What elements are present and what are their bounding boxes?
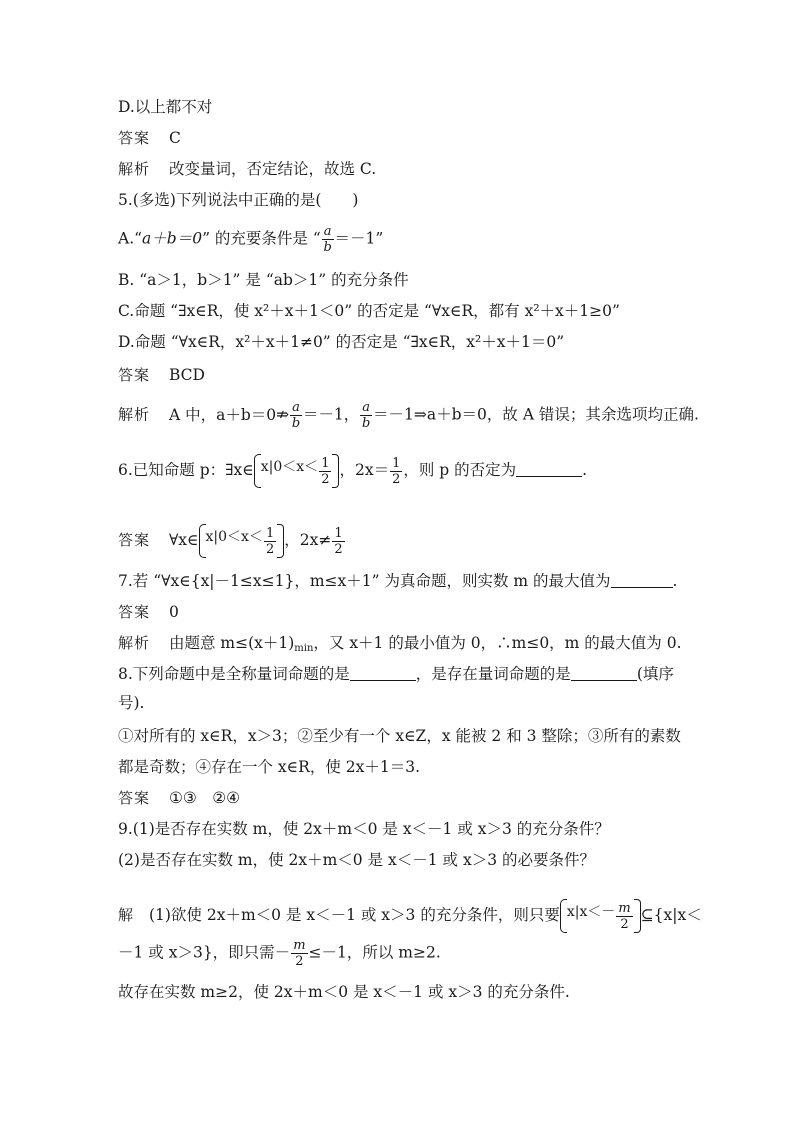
q8-part2: ，是存在量词命题的是	[415, 665, 571, 683]
answer-label: 答案	[118, 789, 151, 807]
q6-den: 2	[392, 471, 401, 487]
solution-label: 解	[118, 906, 135, 924]
q8-items-2: 都是奇数；④存在一个 x∈R，使 2x＋1＝3.	[118, 758, 420, 776]
q7-text: 7.若 “∀x∈{x|－1≤x≤1}，m≤x＋1” 为真命题，则实数 m 的最大值为	[118, 572, 611, 590]
question-5-option-d	[118, 331, 681, 353]
answer-6	[118, 524, 681, 558]
question-7	[118, 570, 681, 592]
a6-set-frac	[264, 526, 276, 557]
a6-mid: ，2x≠	[284, 531, 332, 549]
s2-tail: ≤－1，所以 m≥2.	[308, 943, 441, 962]
e7-sub: min	[294, 643, 314, 654]
s1-set-body	[567, 901, 634, 932]
q5a-fraction	[322, 224, 334, 255]
q6-set-body	[261, 456, 333, 487]
s1-num: m	[618, 900, 631, 916]
s1-den: 2	[620, 916, 629, 932]
q6-answer-blank[interactable]	[516, 462, 582, 477]
q5a-num: a	[323, 224, 332, 239]
a6-set	[199, 524, 285, 558]
question-6	[118, 454, 681, 488]
answer-label: 答案	[118, 129, 151, 147]
s1-set-text: x|x＜－	[566, 903, 616, 920]
s1-pre: (1)欲使 2x＋m＜0 是 x＜－1 或 x＞3 的充分条件，则只要	[148, 906, 560, 924]
answer-8	[118, 787, 681, 809]
explanation-text: 改变量词，否定结论，故选 C.	[168, 160, 377, 178]
q7-answer-blank[interactable]	[611, 573, 673, 588]
s1-set-frac	[616, 901, 632, 932]
e5-fraction-2	[360, 400, 372, 431]
answer-value: BCD	[168, 366, 205, 384]
a6-set-body	[206, 526, 278, 557]
left-brace-icon	[254, 454, 261, 488]
q5a-den: b	[323, 240, 332, 255]
a6-set-num: 1	[265, 525, 275, 541]
e5-num-1: a	[292, 400, 300, 415]
question-8-cont	[118, 692, 681, 714]
q5a-pre: A.“	[118, 229, 143, 248]
question-5-option-b	[118, 269, 681, 291]
e7-text: 由题意 m≤(x＋1)	[168, 634, 295, 652]
e5-den-2: b	[361, 416, 371, 431]
s2-den: 2	[295, 954, 304, 969]
s2-pre: －1 或 x＞3}，即只需－	[118, 943, 291, 962]
question-5-text: 5.(多选)下列说法中正确的是( )	[118, 191, 359, 209]
left-brace-icon	[199, 524, 206, 558]
q6-pre: 6.已知命题 p：∃x∈	[118, 461, 254, 479]
q9-part2: (2)是否存在实数 m，使 2x＋m＜0 是 x＜－1 或 x＞3 的必要条件？	[118, 851, 596, 869]
answer-value: C	[168, 129, 181, 147]
explanation-7	[118, 632, 681, 660]
q6-frac	[390, 456, 402, 487]
a6-frac	[332, 526, 344, 557]
right-brace-icon	[634, 899, 641, 933]
q8-blank-1[interactable]	[350, 666, 416, 681]
question-5-option-a	[118, 224, 681, 255]
answer-7	[118, 601, 681, 623]
question-8-items	[118, 725, 681, 747]
q5a-tail: ＝－1”	[334, 229, 384, 248]
question-8	[118, 663, 681, 685]
q5a-expr: a＋b＝0	[142, 229, 203, 248]
s2-num: m	[293, 938, 306, 953]
q8-part1: 8.下列命题中是全称量词命题的是	[118, 665, 350, 683]
a6-pre: ∀x∈	[168, 531, 199, 549]
solution-9-line3	[118, 981, 681, 1003]
q6-tail: ，则 p 的否定为	[403, 461, 517, 479]
explanation-label: 解析	[118, 160, 151, 178]
explanation-label: 解析	[118, 634, 151, 652]
q5c-text: C.命题 “∃x∈R，使 x²＋x＋1＜0” 的否定是 “∀x∈R，都有 x²＋x＋1≥0”	[118, 302, 620, 320]
explanation-5	[118, 400, 699, 431]
s1-tail: ⊆{x|x＜	[640, 906, 702, 924]
e5-tail: ＝－1⇒a＋b＝0，故 A 错误；其余选项均正确.	[373, 405, 699, 424]
q6-set	[254, 454, 340, 488]
q8-part3: (填序	[636, 665, 674, 683]
q6-set-den: 2	[321, 471, 330, 487]
a6-set-text: x|0＜x＜	[205, 528, 263, 545]
e7-tail: ，又 x＋1 的最小值为 0，∴m≤0，m 的最大值为 0.	[313, 634, 682, 652]
s2-frac	[291, 938, 307, 969]
question-5-option-c	[118, 300, 681, 322]
answer-4	[118, 127, 681, 149]
e5-arrow: ⇏	[276, 405, 290, 424]
answer-5	[118, 364, 681, 386]
q6-num: 1	[392, 455, 401, 471]
a6-num: 1	[334, 525, 343, 541]
solution-9-line1	[118, 899, 702, 933]
q6-set-text: x|0＜x＜	[260, 458, 319, 475]
q7-end: .	[672, 572, 678, 590]
explanation-4	[118, 158, 681, 180]
answer-label: 答案	[118, 366, 151, 384]
a6-set-den: 2	[265, 541, 275, 557]
question-8-items-cont	[118, 756, 681, 778]
question-5	[118, 189, 681, 211]
q6-mid: ，2x＝	[339, 461, 390, 479]
answer-label: 答案	[118, 531, 151, 549]
s1-set	[560, 899, 641, 933]
left-brace-icon	[560, 899, 567, 933]
e5-num-2: a	[362, 400, 371, 415]
q5b-text: B. “a＞1，b＞1” 是 “ab＞1” 的充分条件	[118, 271, 409, 289]
question-9-2	[118, 849, 681, 871]
explanation-label: 解析	[118, 405, 151, 424]
q6-set-frac	[319, 456, 331, 487]
e5-mid: ＝－1，	[302, 405, 360, 424]
a6-den: 2	[334, 541, 343, 557]
q5d-text: D.命题 “∀x∈R，x²＋x＋1≠0” 的否定是 “∃x∈R，x²＋x＋1＝0”	[118, 333, 565, 351]
q6-end: .	[582, 461, 588, 479]
answer-value: ①③ ②④	[168, 789, 241, 807]
s3-text: 故存在实数 m≥2，使 2x＋m＜0 是 x＜－1 或 x＞3 的充分条件.	[118, 983, 570, 1001]
e5-fraction-1	[290, 400, 302, 431]
option-d	[118, 96, 681, 118]
solution-9-line2	[118, 938, 681, 969]
answer-value: 0	[168, 603, 179, 621]
q5a-mid: ” 的充要条件是 “	[202, 229, 321, 248]
q8-blank-2[interactable]	[571, 666, 637, 681]
q8-part4: 号).	[118, 694, 145, 712]
e5-pre: A 中，a＋b＝0	[168, 405, 277, 424]
e5-den-1: b	[291, 416, 301, 431]
answer-label: 答案	[118, 603, 151, 621]
q8-items-1: ①对所有的 x∈R，x＞3；②至少有一个 x∈Z，x 能被 2 和 3 整除；③所有的素数	[118, 727, 681, 745]
option-d-text: D.以上都不对	[118, 98, 213, 116]
q9-part1: 9.(1)是否存在实数 m，使 2x＋m＜0 是 x＜－1 或 x＞3 的充分条件？	[118, 820, 610, 838]
question-9-1	[118, 818, 681, 840]
q6-set-num: 1	[321, 455, 330, 471]
